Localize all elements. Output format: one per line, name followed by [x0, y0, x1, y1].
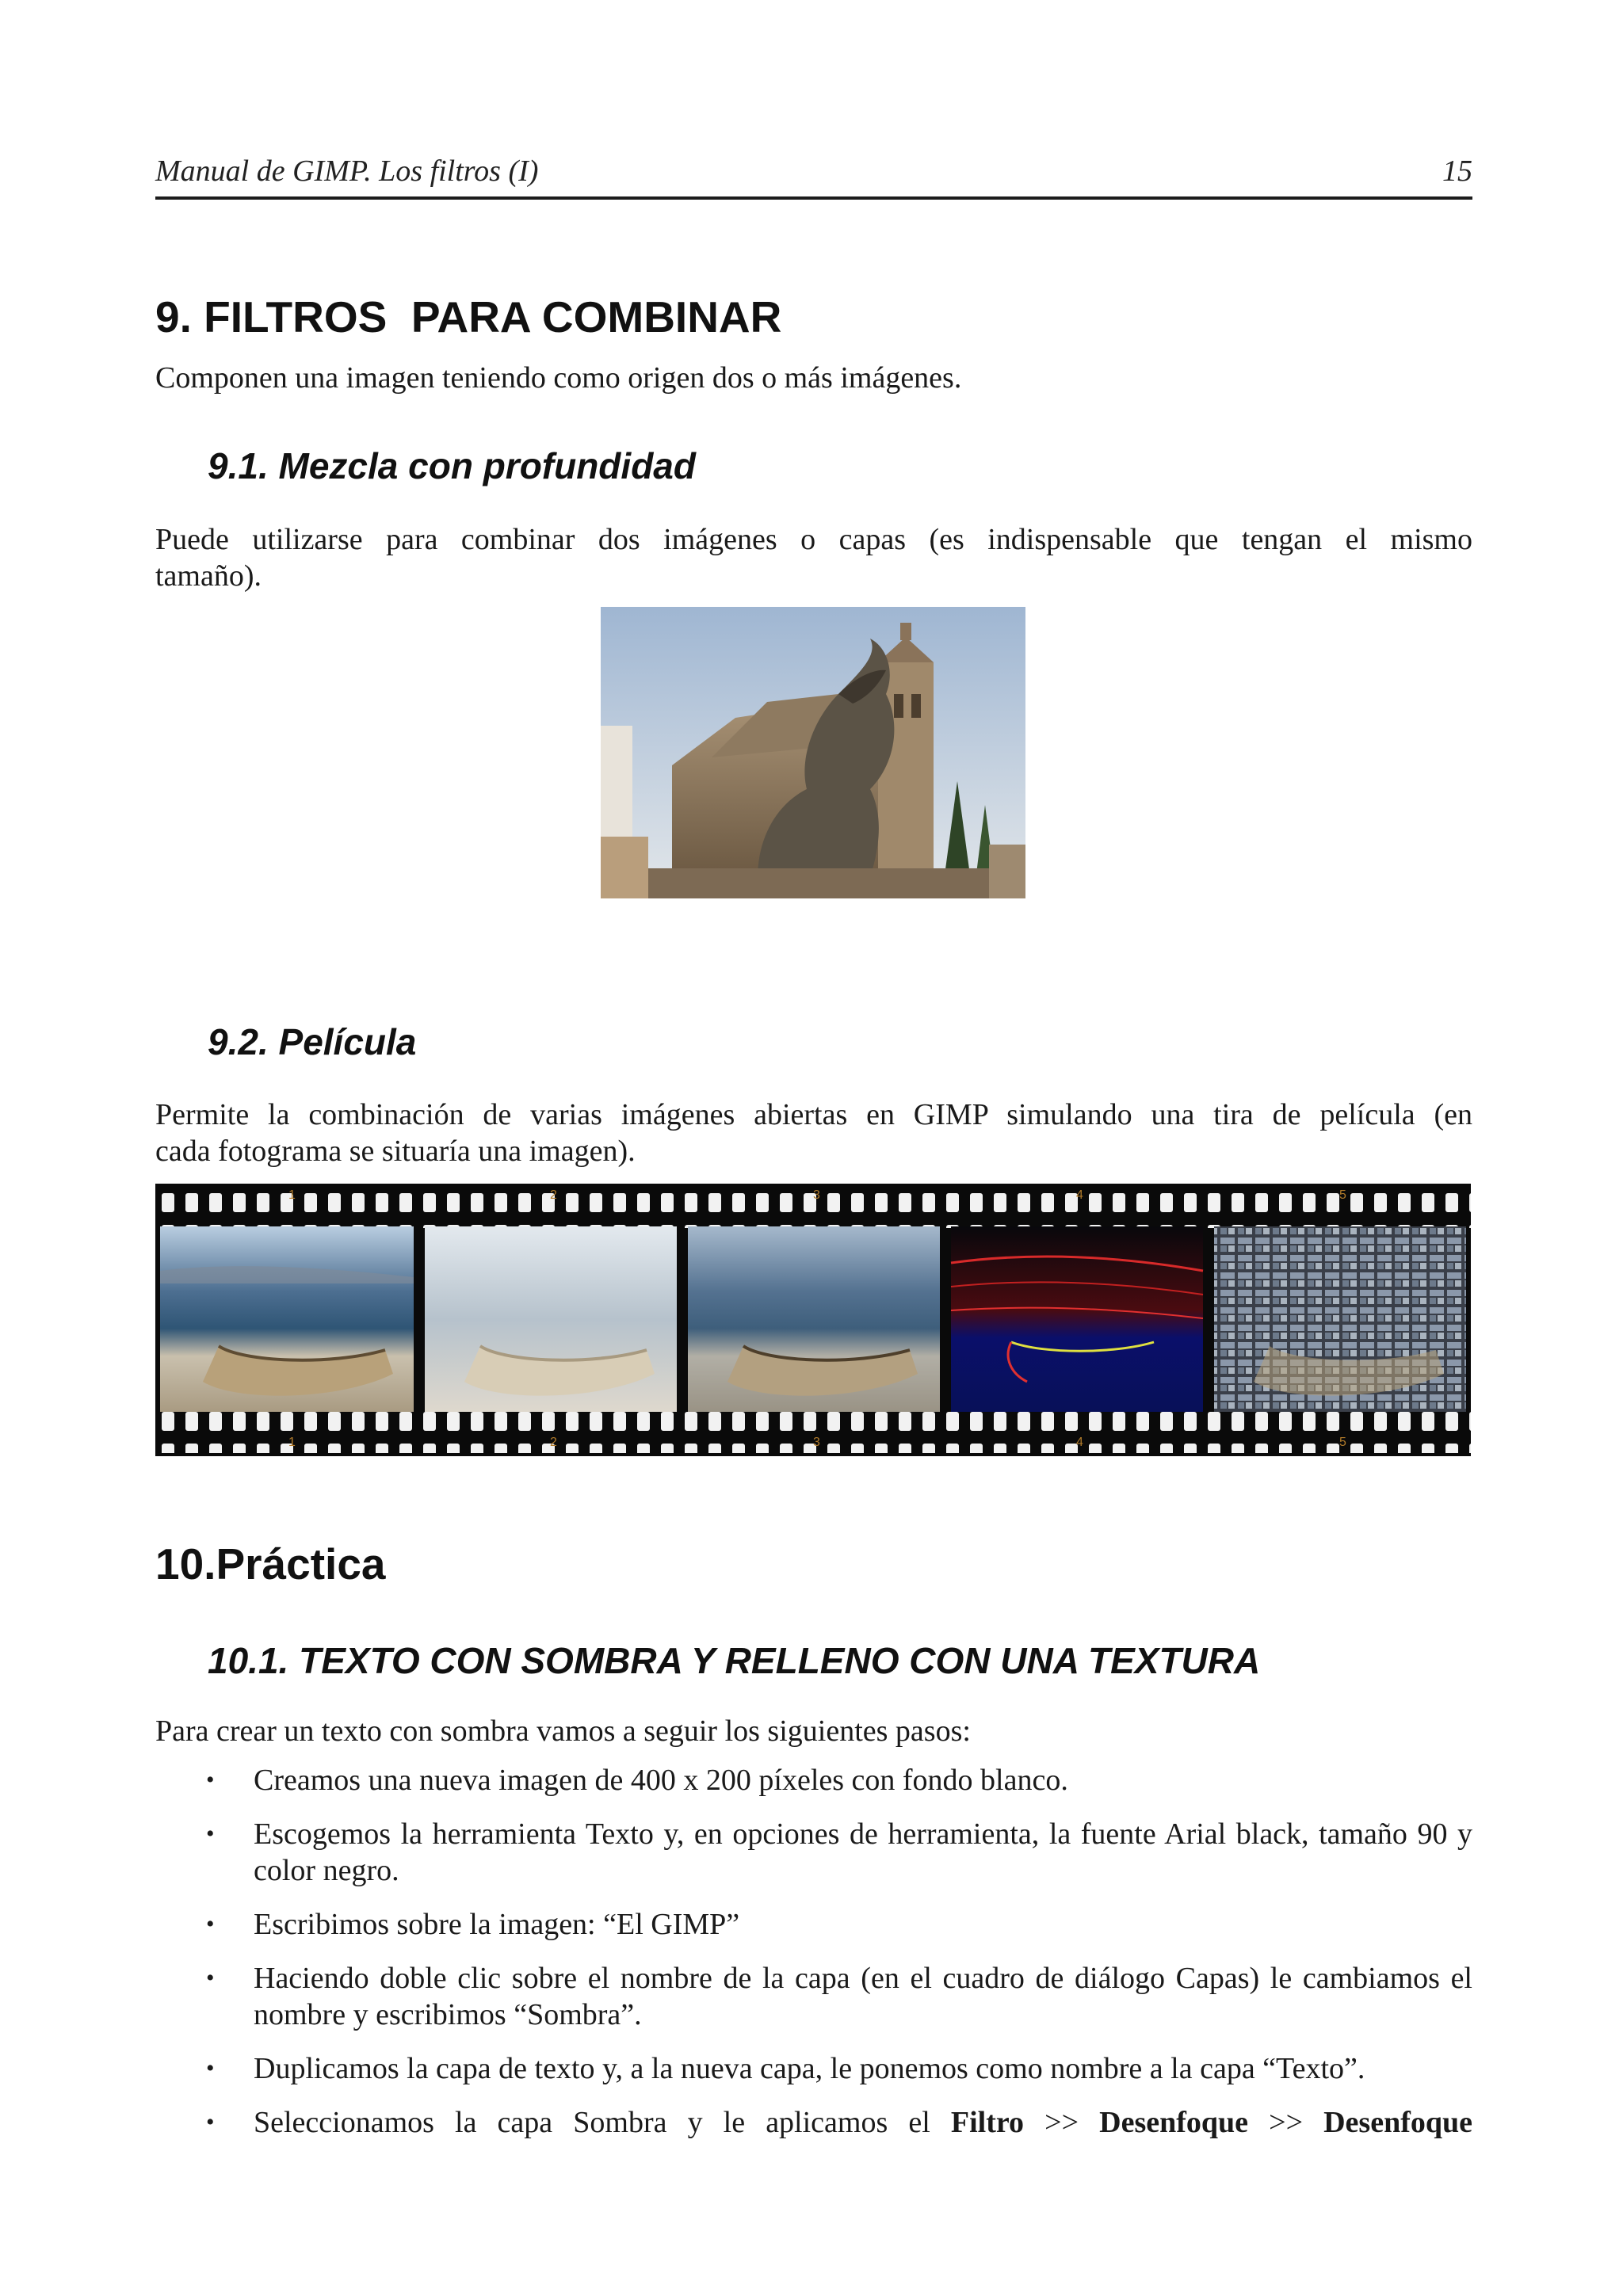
frame-number-2-top: 2 [550, 1188, 557, 1202]
step-text: Creamos una nueva imagen de 400 x 200 píxeles con fondo blanco. [254, 1764, 1068, 1797]
subsection-9-1-text-line2: tamaño). [155, 559, 262, 593]
steps-list [206, 1762, 1472, 2158]
menu-separator: >> [1248, 2106, 1324, 2139]
frame-number-5-bottom: 5 [1339, 1436, 1346, 1449]
bullet-glyph: • [206, 1821, 215, 1847]
menu-desenfoque-item: Desenfoque [1323, 2106, 1472, 2139]
frame-number-4-bottom: 4 [1076, 1436, 1083, 1449]
subsection-9-2-text-line1: Permite la combinación de varias imágenes abiertas en GIMP simulando una tira de película (en [155, 1098, 1472, 1131]
header-divider [155, 196, 1472, 200]
frame-number-1-bottom: 1 [288, 1436, 296, 1449]
step-text-prefix: Seleccionamos la capa Sombra y le aplicamos el [254, 2106, 951, 2139]
section-9-heading: 9. FILTROS PARA COMBINAR [155, 292, 782, 341]
subsection-9-1-heading: 9.1. Mezcla con profundidad [208, 445, 696, 486]
page-number: 15 [1442, 154, 1472, 188]
section-9-intro: Componen una imagen teniendo como origen dos o más imágenes. [155, 361, 962, 395]
step-text: Duplicamos la capa de texto y, a la nueva capa, le ponemos como nombre a la capa “Texto”. [254, 2052, 1365, 2085]
bullet-glyph: • [206, 1911, 215, 1937]
frame-number-4-top: 4 [1076, 1188, 1083, 1202]
step-text: Escribimos sobre la imagen: “El GIMP” [254, 1908, 740, 1941]
frame-number-1-top: 1 [288, 1188, 296, 1202]
subsection-10-1-heading: 10.1. TEXTO CON SOMBRA Y RELLENO CON UNA TEXTURA [208, 1640, 1261, 1681]
list-item [206, 2050, 1472, 2087]
list-item [206, 2104, 1472, 2141]
section-10-heading: 10.Práctica [155, 1539, 386, 1589]
subsection-10-1-intro: Para crear un texto con sombra vamos a seguir los siguientes pasos: [155, 1714, 971, 1748]
cathedral-lion-photo [601, 607, 1025, 898]
frame-number-5-top: 5 [1339, 1188, 1346, 1202]
list-item [206, 1816, 1472, 1889]
menu-desenfoque: Desenfoque [1099, 2106, 1249, 2139]
frame-number-3-top: 3 [813, 1188, 820, 1202]
subsection-9-1-text-line1: Puede utilizarse para combinar dos imágenes o capas (es indispensable que tengan el mismo [155, 523, 1472, 556]
menu-filtro: Filtro [950, 2106, 1025, 2139]
step-text: Haciendo doble clic sobre el nombre de la capa (en el cuadro de diálogo Capas) le cambiamos el nombre y escribimos “Sombra”. [254, 1962, 1472, 2031]
bullet-glyph: • [206, 2055, 215, 2081]
list-item [206, 1960, 1472, 2033]
running-header-title: Manual de GIMP. Los filtros (I) [155, 154, 539, 188]
filmstrip-image [155, 1184, 1471, 1456]
bullet-glyph: • [206, 1767, 215, 1793]
bullet-glyph: • [206, 2109, 215, 2135]
step-text: Escogemos la herramienta Texto y, en opciones de herramienta, la fuente Arial black, tamaño 90 y color negro. [254, 1817, 1472, 1887]
frame-number-3-bottom: 3 [813, 1436, 820, 1449]
frame-number-2-bottom: 2 [550, 1436, 557, 1449]
subsection-9-2-text-line2: cada fotograma se situaría una imagen). [155, 1135, 636, 1168]
menu-separator: >> [1024, 2106, 1100, 2139]
list-item [206, 1906, 1472, 1943]
list-item [206, 1762, 1472, 1798]
bullet-glyph: • [206, 1965, 215, 1991]
subsection-9-2-heading: 9.2. Película [208, 1021, 417, 1062]
